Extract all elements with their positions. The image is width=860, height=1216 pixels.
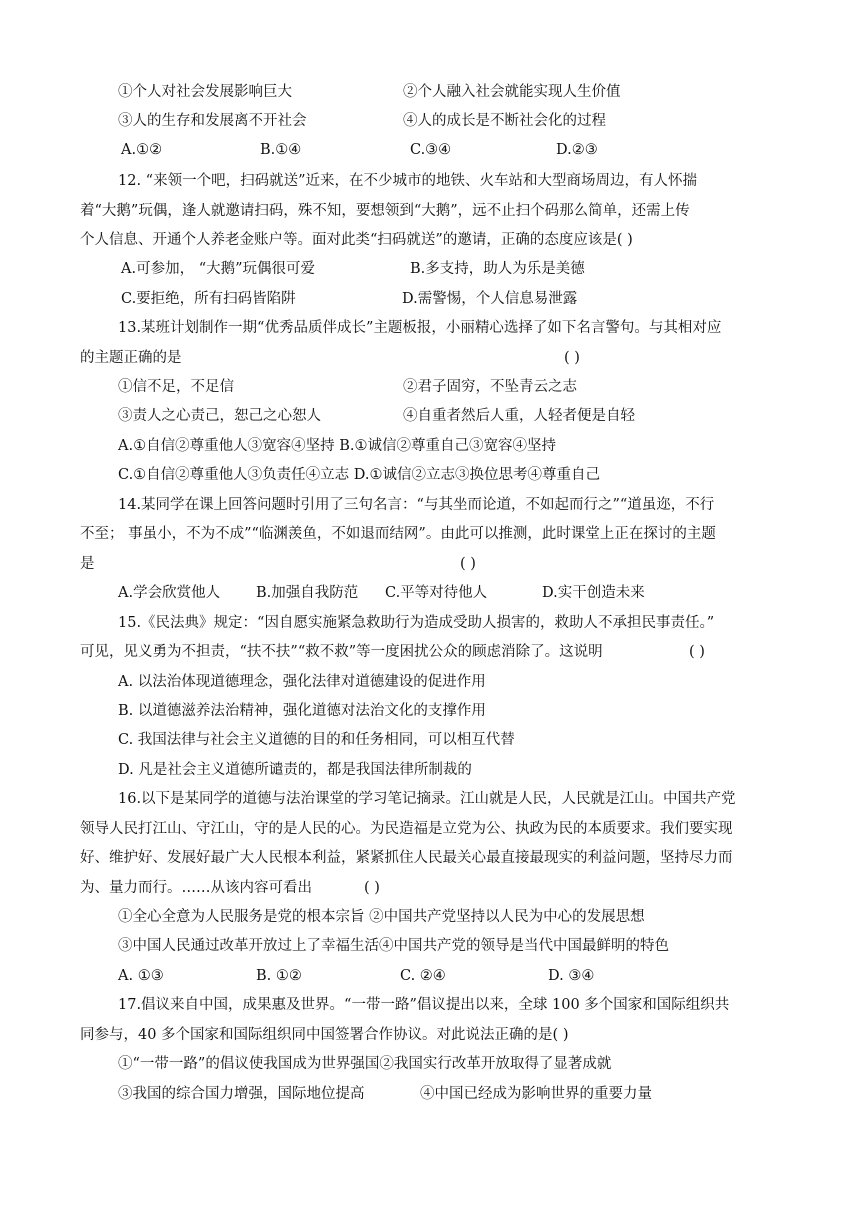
question-12-line-1: 12. “来领一个吧，扫码就送”近来，在不少城市的地铁、火车站和大型商场周边，有人怀揣 <box>118 173 697 189</box>
q13-item-3: ③责人之心责己，恕己之心恕人 <box>118 408 321 424</box>
question-16-line-2: 领导人民打江山、守江山，守的是人民的心。为民造福是立党为公、执政为民的本质要求。我们要实现 <box>80 821 733 837</box>
q12-option-a: A.可参加， “大鹅”玩偶很可爱 <box>121 261 316 277</box>
q14-answer-paren: ( ) <box>460 556 476 572</box>
question-12-line-3: 个人信息、开通个人养老金账户等。面对此类“扫码就送”的邀请，正确的态度应该是( ) <box>80 232 633 248</box>
question-14-line-1: 14.某同学在课上回答问题时引用了三句名言：“与其坐而论道，不如起而行之”“道虽迩，不行 <box>118 497 715 513</box>
q16-option-d: D. ③④ <box>548 968 595 984</box>
question-15-line-1: 15.《民法典》规定：“因自愿实施紧急救助行为造成受助人损害的，救助人不承担民事责任。” <box>118 615 715 631</box>
q13-item-1: ①信不足，不足信 <box>118 379 234 395</box>
question-17-line-1: 17.倡议来自中国，成果惠及世界。“一带一路”倡议提出以来，全球 100 多个国家和国际组织共 <box>118 997 730 1013</box>
q14-option-b: B.加强自我防范 <box>256 585 359 601</box>
q13-options-cd: C.①自信②尊重他人③负责任④立志 D.①诚信②立志③换位思考④尊重自己 <box>118 467 601 483</box>
item-1: ①个人对社会发展影响巨大 <box>118 84 292 100</box>
question-12-line-2: 着“大鹅”玩偶，逢人就邀请扫码，殊不知，要想领到“大鹅”，远不止扫个码那么简单，还需上传 <box>80 203 690 219</box>
q15-option-d: D. 凡是社会主义道德所谴责的，都是我国法律所制裁的 <box>118 762 472 778</box>
q13-item-4: ④自重者然后人重，人轻者便是自轻 <box>403 408 635 424</box>
question-14-line-3: 是 <box>80 556 95 572</box>
option-a: A.①② <box>121 142 163 158</box>
item-3: ③人的生存和发展离不开社会 <box>118 113 307 129</box>
q16-items-3-4: ③中国人民通过改革开放过上了幸福生活④中国共产党的领导是当代中国最鲜明的特色 <box>118 938 669 954</box>
q12-option-c: C.要拒绝，所有扫码皆陷阱 <box>121 291 296 307</box>
q15-option-c: C. 我国法律与社会主义道德的目的和任务相同，可以相互代替 <box>118 732 515 748</box>
q13-options-ab: A.①自信②尊重他人③宽容④坚持 B.①诚信②尊重自己③宽容④坚持 <box>118 438 556 454</box>
q15-option-a: A. 以法治体现道德理念，强化法律对道德建设的促进作用 <box>118 674 486 690</box>
q17-items-1-2: ①“一带一路”的倡议使我国成为世界强国②我国实行改革开放取得了显著成就 <box>118 1056 612 1072</box>
question-14-line-2: 不至； 事虽小，不为不成”“临渊羡鱼，不如退而结网”。由此可以推测，此时课堂上正在探讨的主题 <box>80 526 716 542</box>
q13-item-2: ②君子固穷，不坠青云之志 <box>403 379 577 395</box>
question-16-line-3: 好、维护好、发展好最广大人民根本利益，紧紧抓住人民最关心最直接最现实的利益问题，坚持尽力而 <box>80 850 733 866</box>
question-13-line-1: 13.某班计划制作一期“优秀品质伴成长”主题板报，小丽精心选择了如下名言警句。与其相对应 <box>118 320 722 336</box>
question-13-line-2: 的主题正确的是 <box>80 350 182 366</box>
q15-answer-paren: ( ) <box>689 644 705 660</box>
q16-option-a: A. ①③ <box>118 968 164 984</box>
option-c: C.③④ <box>410 142 452 158</box>
q14-option-d: D.实干创造未来 <box>542 585 645 601</box>
question-16-line-4: 为、量力而行。……从该内容可看出 <box>80 880 312 896</box>
option-b: B.①④ <box>260 142 302 158</box>
option-d: D.②③ <box>556 142 598 158</box>
question-16-line-1: 16.以下是某同学的道德与法治课堂的学习笔记摘录。江山就是人民，人民就是江山。中国共产党 <box>118 791 736 807</box>
q17-item-3: ③我国的综合国力增强，国际地位提高 <box>118 1086 365 1102</box>
q16-items-1-2: ①全心全意为人民服务是党的根本宗旨 ②中国共产党坚持以人民为中心的发展思想 <box>118 909 645 925</box>
q12-option-b: B.多支持，助人为乐是美德 <box>410 261 585 277</box>
q16-answer-paren: ( ) <box>364 880 380 896</box>
q12-option-d: D.需警惕，个人信息易泄露 <box>402 291 578 307</box>
q13-answer-paren: ( ) <box>564 350 580 366</box>
question-17-line-2: 同参与，40 多个国家和国际组织同中国签署合作协议。对此说法正确的是( ) <box>80 1027 569 1043</box>
q17-item-4: ④中国已经成为影响世界的重要力量 <box>420 1086 652 1102</box>
q14-option-a: A.学会欣赏他人 <box>118 585 221 601</box>
q14-option-c: C.平等对待他人 <box>385 585 488 601</box>
q16-option-b: B. ①② <box>256 968 302 984</box>
item-2: ②个人融入社会就能实现人生价值 <box>403 84 621 100</box>
question-15-line-2: 可见，见义勇为不担责，“扶不扶”“救不救”等一度困扰公众的顾虑消除了。这说明 <box>80 644 603 660</box>
item-4: ④人的成长是不断社会化的过程 <box>403 113 606 129</box>
q15-option-b: B. 以道德滋养法治精神，强化道德对法治文化的支撑作用 <box>118 703 486 719</box>
q16-option-c: C. ②④ <box>400 968 446 984</box>
